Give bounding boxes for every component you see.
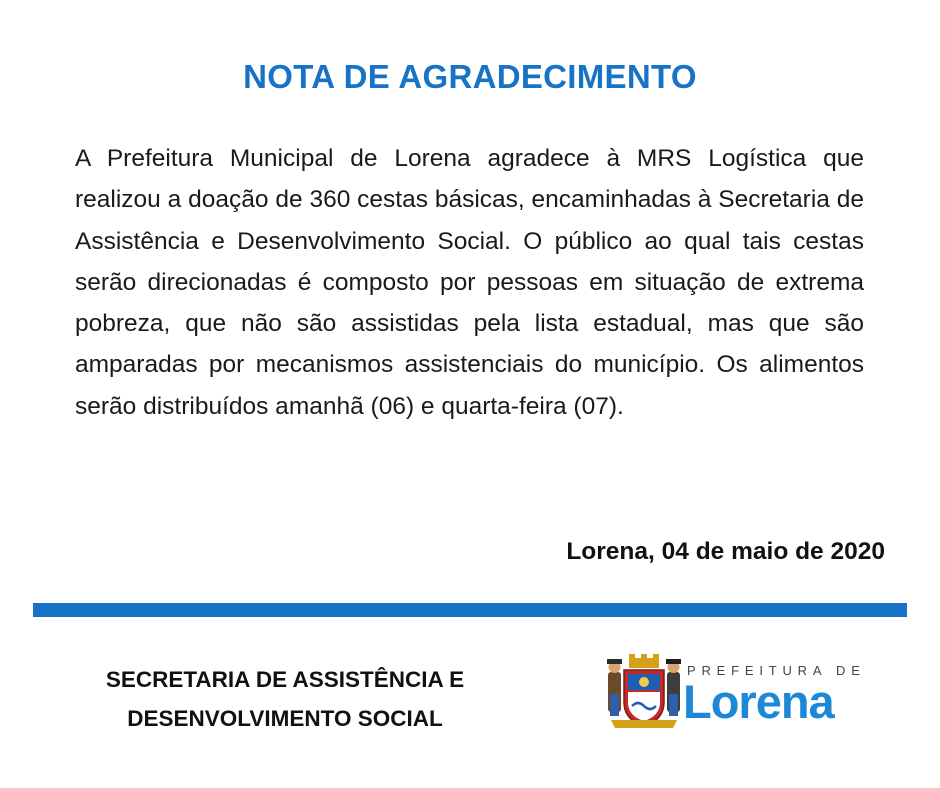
department-name: [40, 660, 530, 738]
municipal-coat-of-arms-icon: [605, 654, 683, 732]
page-title: NOTA DE AGRADECIMENTO: [243, 58, 697, 95]
divider-bar: [33, 603, 907, 617]
logo-city-text: Lorena: [683, 675, 834, 728]
logo-prefix-text: PREFEITURA DE: [687, 663, 866, 678]
date-line: Lorena, 04 de maio de 2020: [566, 538, 885, 565]
department-line-2: DESENVOLVIMENTO SOCIAL: [127, 706, 443, 731]
city-logo: [605, 654, 875, 734]
department-line-1: SECRETARIA DE ASSISTÊNCIA E: [105, 667, 465, 692]
notice-body: A Prefeitura Municipal de Lorena agradece à MRS Logística que realizou a doação de 360 cestas básicas, encaminhadas à Secretaria de Assistência e Desenvolvimento Social. O público ao qual tais cestas serão direcionadas é composto por pessoas em situação de extrema pobreza, que não são assistidas pela lista estadual, mas que são amparadas por mecanismos assistenciais do município. Os alimentos serão distribuídos amanhã (06) e quarta-feira (07).: [75, 145, 864, 420]
